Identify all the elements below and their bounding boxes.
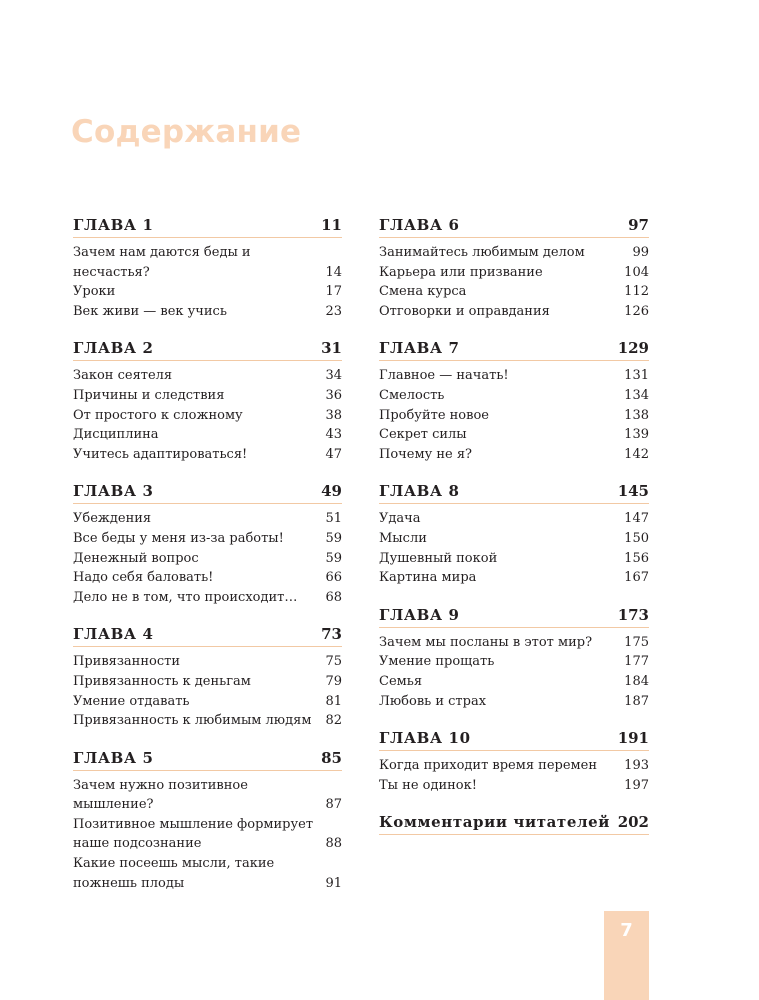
entry-title: Денежный вопрос xyxy=(73,550,199,566)
chapter-entries xyxy=(379,751,649,795)
entry-title: Смелость xyxy=(379,387,445,403)
toc-entry[interactable] xyxy=(379,672,649,692)
reader-comments-title: Комментарии читателей xyxy=(379,813,611,832)
toc-entry[interactable] xyxy=(73,445,342,465)
toc-entry[interactable] xyxy=(379,425,649,445)
chapter-entries xyxy=(73,504,342,607)
entry-title: Отговорки и оправдания xyxy=(379,303,550,319)
toc-entry[interactable] xyxy=(379,302,649,322)
toc-entry[interactable] xyxy=(73,386,342,406)
toc-entry[interactable] xyxy=(379,386,649,406)
entry-title: Дисциплина xyxy=(73,427,159,443)
entry-title: Привязанность к любимым людям xyxy=(73,713,312,729)
toc-chapter xyxy=(73,622,342,730)
entry-page-number: 82 xyxy=(325,713,342,729)
toc-chapter xyxy=(379,336,649,464)
chapter-heading[interactable] xyxy=(379,213,649,238)
toc-entry[interactable] xyxy=(379,568,649,588)
chapter-page-number: 97 xyxy=(628,216,649,234)
chapter-heading[interactable] xyxy=(379,603,649,628)
toc-column-right xyxy=(379,213,649,835)
entry-title: Удача xyxy=(379,511,421,527)
entry-title: Умение отдавать xyxy=(73,693,190,709)
chapter-page-number: 49 xyxy=(321,482,342,501)
entry-title: Картина мира xyxy=(379,570,477,586)
chapter-title: ГЛАВА 1 xyxy=(73,216,154,234)
entry-page-number: 88 xyxy=(325,836,342,852)
toc-entry[interactable] xyxy=(379,652,649,672)
chapter-heading[interactable] xyxy=(379,726,649,751)
toc-entry[interactable] xyxy=(73,366,342,386)
entry-title: Зачем нам даются беды и несчастья? xyxy=(73,245,251,280)
entry-title: Секрет силы xyxy=(379,427,467,443)
toc-chapter xyxy=(73,336,342,464)
entry-page-number: 177 xyxy=(624,654,649,670)
toc-entry[interactable] xyxy=(73,672,342,692)
chapter-title: ГЛАВА 4 xyxy=(73,625,154,644)
entry-page-number: 66 xyxy=(325,570,342,586)
entry-page-number: 79 xyxy=(325,673,342,689)
entry-title: Пробуйте новое xyxy=(379,407,489,423)
chapter-title: ГЛАВА 2 xyxy=(73,339,154,358)
entry-title: Привязанность к деньгам xyxy=(73,673,251,689)
toc-entry[interactable] xyxy=(379,756,649,776)
entry-title: Любовь и страх xyxy=(379,693,487,709)
toc-column-left xyxy=(73,213,342,908)
entry-page-number: 59 xyxy=(325,550,342,566)
toc-entry[interactable] xyxy=(73,652,342,672)
toc-chapter xyxy=(73,479,342,607)
toc-entry[interactable] xyxy=(73,243,342,282)
entry-page-number: 134 xyxy=(624,387,649,403)
entry-page-number: 139 xyxy=(624,427,649,443)
toc-chapter xyxy=(379,213,649,321)
toc-entry[interactable] xyxy=(73,854,342,893)
entry-page-number: 138 xyxy=(624,407,649,423)
chapter-entries xyxy=(379,361,649,464)
entry-title: Зачем нужно позитивное мышление? xyxy=(73,777,248,813)
entry-title: Уроки xyxy=(73,284,116,300)
reader-comments-page-number: 202 xyxy=(617,813,649,832)
entry-page-number: 51 xyxy=(325,511,342,527)
toc-entry[interactable] xyxy=(379,692,649,712)
entry-page-number: 75 xyxy=(325,654,342,670)
entry-page-number: 131 xyxy=(624,368,649,384)
toc-entry[interactable] xyxy=(73,815,342,854)
page-title: Содержание xyxy=(71,114,302,150)
entry-page-number: 36 xyxy=(325,387,342,403)
toc-entry[interactable] xyxy=(379,509,649,529)
entry-title: Семья xyxy=(379,673,423,689)
chapter-page-number: 129 xyxy=(617,339,649,358)
toc-chapter xyxy=(73,213,342,321)
entry-page-number: 187 xyxy=(624,693,649,709)
chapter-heading[interactable] xyxy=(73,479,342,504)
toc-chapter xyxy=(379,479,649,587)
entry-page-number: 99 xyxy=(632,245,649,260)
entry-title: Дело не в том, что происходит… xyxy=(73,589,298,605)
reader-comments-heading[interactable] xyxy=(379,810,649,835)
entry-title: Надо себя баловать! xyxy=(73,570,214,586)
chapter-title: ГЛАВА 5 xyxy=(73,748,154,767)
toc-entry[interactable] xyxy=(379,529,649,549)
entry-title: Век живи — век учись xyxy=(73,303,227,319)
chapter-heading[interactable] xyxy=(379,336,649,361)
chapter-entries xyxy=(379,504,649,587)
chapter-page-number: 191 xyxy=(617,729,649,748)
toc-entry[interactable] xyxy=(73,282,342,302)
toc-entry[interactable] xyxy=(73,406,342,426)
toc-entry[interactable] xyxy=(379,282,649,302)
chapter-title: ГЛАВА 6 xyxy=(379,216,460,234)
chapter-page-number: 31 xyxy=(321,339,342,358)
entry-page-number: 68 xyxy=(325,589,342,605)
toc-entry[interactable] xyxy=(73,549,342,569)
chapter-entries xyxy=(379,238,649,321)
entry-title: Когда приходит время перемен xyxy=(379,758,598,774)
entry-title: Почему не я? xyxy=(379,446,473,462)
chapter-title: ГЛАВА 3 xyxy=(73,482,154,501)
entry-title: Занимайтесь любимым делом xyxy=(379,245,585,260)
entry-title: Все беды у меня из-за работы! xyxy=(73,530,284,546)
toc-entry[interactable] xyxy=(73,425,342,445)
toc-entry[interactable] xyxy=(379,549,649,569)
chapter-title: ГЛАВА 7 xyxy=(379,339,460,358)
entry-title: Какие посеешь мысли, такие пожнешь плоды xyxy=(73,856,275,891)
entry-title: Убеждения xyxy=(73,511,152,527)
toc-entry[interactable] xyxy=(379,406,649,426)
chapter-title: ГЛАВА 10 xyxy=(379,729,471,748)
entry-page-number: 38 xyxy=(325,407,342,423)
chapter-page-number: 173 xyxy=(617,605,649,624)
toc-entry[interactable] xyxy=(73,302,342,322)
chapter-page-number: 85 xyxy=(321,748,342,767)
entry-page-number: 91 xyxy=(325,875,342,891)
entry-page-number: 59 xyxy=(325,530,342,546)
chapter-title: ГЛАВА 9 xyxy=(379,605,460,624)
entry-page-number: 43 xyxy=(325,427,342,443)
entry-page-number: 81 xyxy=(325,693,342,709)
entry-title: Привязанности xyxy=(73,654,180,670)
toc-chapter xyxy=(379,603,649,711)
entry-page-number: 104 xyxy=(624,264,649,280)
toc-entry[interactable] xyxy=(73,692,342,712)
entry-title: Закон сеятеля xyxy=(73,368,173,384)
toc-entry[interactable] xyxy=(379,633,649,653)
toc-chapter xyxy=(73,746,342,894)
entry-page-number: 156 xyxy=(624,550,649,566)
toc-entry[interactable] xyxy=(73,588,342,608)
entry-title: Смена курса xyxy=(379,284,467,300)
chapter-page-number: 73 xyxy=(321,625,342,644)
entry-page-number: 23 xyxy=(325,303,342,319)
toc-entry[interactable] xyxy=(73,529,342,549)
chapter-page-number: 145 xyxy=(617,482,649,501)
entry-page-number: 87 xyxy=(325,797,342,813)
chapter-entries xyxy=(73,647,342,730)
entry-title: Ты не одинок! xyxy=(379,777,477,793)
entry-title: Зачем мы посланы в этот мир? xyxy=(379,634,593,650)
entry-page-number: 112 xyxy=(624,284,649,300)
entry-title: От простого к сложному xyxy=(73,407,243,423)
entry-title: Позитивное мышление формирует наше подсознание xyxy=(73,816,314,852)
entry-title: Главное — начать! xyxy=(379,368,509,384)
toc-chapter xyxy=(379,726,649,795)
entry-page-number: 14 xyxy=(325,264,342,280)
entry-page-number: 175 xyxy=(624,634,649,650)
entry-title: Учитесь адаптироваться! xyxy=(73,446,248,462)
entry-title: Причины и следствия xyxy=(73,387,225,403)
chapter-heading[interactable] xyxy=(73,336,342,361)
entry-title: Душевный покой xyxy=(379,550,498,566)
page-number-tab xyxy=(604,911,649,1000)
chapter-entries xyxy=(379,628,649,711)
entry-page-number: 47 xyxy=(325,446,342,462)
entry-page-number: 142 xyxy=(624,446,649,462)
entry-title: Карьера или призвание xyxy=(379,264,543,280)
entry-page-number: 184 xyxy=(624,673,649,689)
entry-page-number: 17 xyxy=(325,284,342,300)
entry-title: Умение прощать xyxy=(379,654,495,670)
chapter-title: ГЛАВА 8 xyxy=(379,482,460,501)
entry-page-number: 126 xyxy=(624,303,649,319)
entry-page-number: 193 xyxy=(624,758,649,774)
toc-entry[interactable] xyxy=(73,776,342,815)
entry-page-number: 34 xyxy=(325,368,342,384)
toc-entry[interactable] xyxy=(379,776,649,796)
entry-page-number: 167 xyxy=(624,570,649,586)
toc-entry[interactable] xyxy=(73,509,342,529)
toc-entry[interactable] xyxy=(379,263,649,283)
chapter-entries xyxy=(73,771,342,894)
toc-entry[interactable] xyxy=(73,568,342,588)
entry-page-number: 147 xyxy=(624,511,649,527)
toc-entry[interactable] xyxy=(379,243,649,263)
chapter-entries xyxy=(73,238,342,321)
entry-page-number: 150 xyxy=(624,530,649,546)
entry-page-number: 197 xyxy=(624,777,649,793)
chapter-heading[interactable] xyxy=(73,746,342,771)
chapter-page-number: 11 xyxy=(321,216,342,234)
chapter-heading[interactable] xyxy=(73,213,342,238)
page-number: 7 xyxy=(620,920,633,941)
toc-entry[interactable] xyxy=(379,445,649,465)
toc-entry[interactable] xyxy=(73,711,342,731)
chapter-heading[interactable] xyxy=(73,622,342,647)
toc-entry[interactable] xyxy=(379,366,649,386)
entry-title: Мысли xyxy=(379,530,427,546)
chapter-entries xyxy=(73,361,342,464)
chapter-heading[interactable] xyxy=(379,479,649,504)
